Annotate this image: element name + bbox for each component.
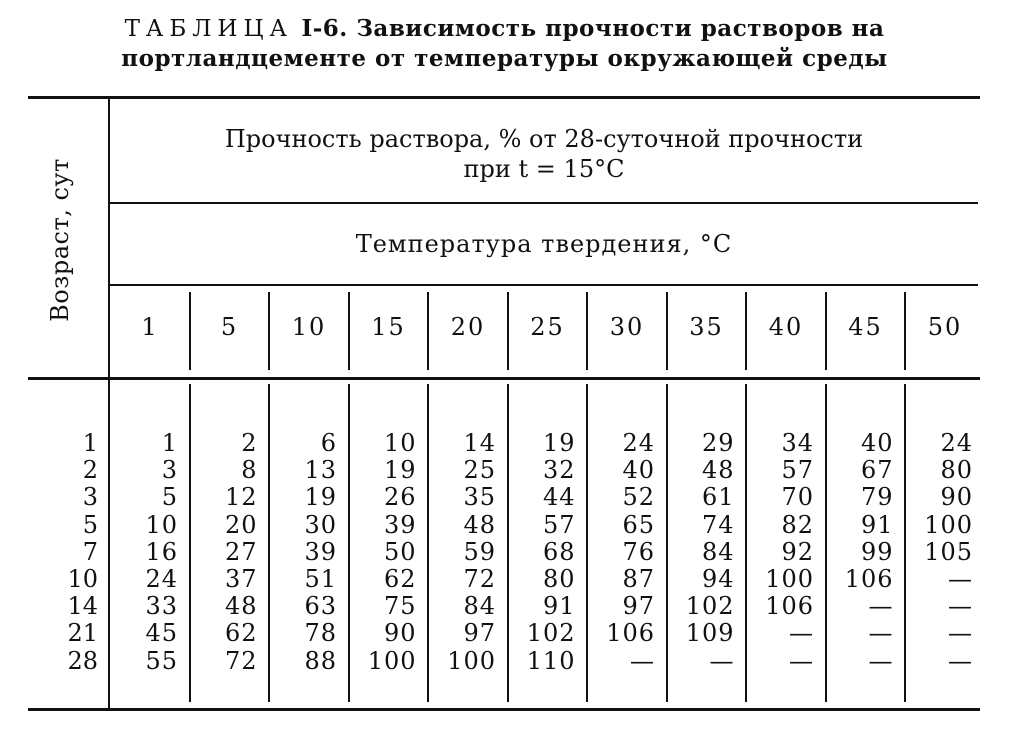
data-column (734, 430, 814, 675)
temperature-cell: 10 (291, 313, 327, 341)
table-cell: 55 (145, 646, 178, 675)
data-column (496, 430, 576, 675)
bottom-rule (28, 708, 980, 711)
temperature-header: Температура твердения, °С (355, 230, 733, 258)
header-column-divider (268, 292, 270, 370)
table-cell: 20 (224, 510, 258, 539)
title-number: I-6. (301, 15, 348, 42)
age-cell: 21 (67, 619, 98, 648)
table-cell: 39 (304, 537, 337, 566)
age-column (58, 430, 98, 675)
table-cell: 25 (463, 456, 496, 485)
table-cell: — (709, 646, 735, 675)
table-cell: — (948, 619, 973, 648)
temperature-cell: 25 (530, 313, 565, 341)
header-column-divider (586, 292, 588, 370)
table-cell: 94 (701, 564, 735, 593)
table-cell: 24 (940, 429, 973, 457)
temperature-cell: 35 (689, 313, 724, 341)
table-cell: 27 (224, 537, 258, 566)
table-cell: 84 (463, 592, 496, 621)
table-cell: 40 (860, 429, 894, 457)
table-cell: 91 (860, 510, 894, 539)
age-cell: 28 (67, 646, 98, 675)
table-cell: 88 (304, 646, 337, 675)
table-cell: 72 (463, 564, 496, 593)
table-cell: 105 (924, 537, 973, 566)
table-cell: 3 (161, 456, 178, 485)
table-cell: 74 (701, 510, 735, 539)
table-cell: 34 (781, 429, 814, 457)
age-cell: 7 (82, 537, 98, 566)
strength-header (110, 124, 978, 184)
table-cell: — (948, 564, 973, 593)
table-cell: — (948, 646, 973, 675)
table-cell: 33 (145, 592, 178, 621)
table-cell: 35 (463, 483, 496, 512)
table-cell: 8 (241, 456, 258, 485)
table-cell: 40 (622, 456, 655, 485)
table-cell: — (868, 619, 894, 648)
table-cell: 106 (765, 592, 814, 621)
table-cell: 97 (463, 619, 496, 648)
data-column (98, 430, 178, 675)
table-cell: 57 (542, 510, 576, 539)
table-cell: 44 (542, 483, 576, 512)
table-cell: 2 (241, 429, 258, 457)
table-cell: 79 (860, 483, 894, 512)
temperature-cell: 5 (220, 313, 239, 341)
table-cell: 72 (224, 646, 258, 675)
table-cell: 102 (685, 592, 735, 621)
table-cell: 29 (701, 429, 735, 457)
table-title (0, 14, 1009, 73)
table-cell: 67 (860, 456, 894, 485)
table-cell: 110 (526, 646, 576, 675)
header-divider-2 (110, 284, 978, 286)
table-cell: 51 (304, 564, 337, 593)
title-line-1 (0, 14, 1009, 44)
age-cell: 14 (67, 592, 98, 621)
title-text-1: Зависимость прочности растворов на (356, 15, 885, 42)
header-column-divider (189, 292, 191, 370)
table-cell: 52 (622, 483, 655, 512)
age-cell: 5 (82, 510, 98, 539)
table-cell: 100 (924, 510, 973, 539)
table-cell: 19 (542, 429, 576, 457)
data-column (178, 430, 258, 675)
temperature-cell: 15 (371, 313, 406, 341)
table-cell: 99 (860, 537, 894, 566)
table-cell: 10 (145, 510, 178, 539)
header-column-divider (825, 292, 827, 370)
temperature-cell: 20 (450, 313, 486, 341)
temperature-cell: 1 (141, 313, 159, 341)
table-cell: 50 (383, 537, 417, 566)
data-column (257, 430, 337, 675)
table-cell: 70 (781, 483, 814, 512)
table-cell: — (789, 619, 814, 648)
data-column (814, 430, 894, 675)
table-cell: 57 (781, 456, 814, 485)
table-cell: 90 (940, 483, 973, 512)
data-column (416, 430, 496, 675)
table-cell: 19 (304, 483, 337, 512)
table-cell: 26 (383, 483, 417, 512)
table-cell: 63 (304, 592, 337, 621)
temperature-cell: 45 (848, 313, 883, 341)
table-cell: 62 (383, 564, 417, 593)
table-cell: 48 (463, 510, 496, 539)
table-cell: 24 (145, 564, 178, 593)
temperature-cell: 30 (609, 313, 645, 341)
header-column-divider (348, 292, 350, 370)
table-cell: 75 (383, 592, 417, 621)
table-cell: 82 (781, 510, 814, 539)
table-cell: 106 (606, 619, 655, 648)
table-cell: 109 (685, 619, 735, 648)
temperature-cell: 50 (927, 313, 963, 341)
table-cell: — (630, 646, 655, 675)
header-column-divider (666, 292, 668, 370)
table-cell: 106 (844, 564, 894, 593)
table-cell: 14 (463, 429, 496, 457)
age-cell: 10 (67, 564, 98, 593)
table-cell: 84 (701, 537, 735, 566)
table-cell: 48 (224, 592, 258, 621)
table-cell: 87 (622, 564, 655, 593)
table-cell: 68 (542, 537, 576, 566)
age-header: Возраст, сут (46, 158, 74, 322)
table-cell: 62 (224, 619, 258, 648)
temperature-cell: 40 (768, 313, 804, 341)
table-cell: 76 (622, 537, 655, 566)
table-cell: 16 (145, 537, 178, 566)
table-cell: 92 (781, 537, 814, 566)
table-cell: 12 (224, 483, 258, 512)
table-cell: 91 (542, 592, 576, 621)
table-cell: 80 (542, 564, 576, 593)
age-cell: 1 (82, 429, 98, 457)
data-column (893, 430, 973, 675)
table-cell: 24 (622, 429, 655, 457)
table-cell: 37 (224, 564, 258, 593)
table-cell: 102 (526, 619, 576, 648)
table-cell: 1 (161, 429, 178, 457)
table-cell: 48 (701, 456, 735, 485)
table-cell: 10 (383, 429, 417, 457)
table-cell: — (868, 592, 894, 621)
table-cell: 61 (701, 483, 735, 512)
strength-header-line-2: при t = 15°С (463, 155, 625, 183)
table-cell: — (948, 592, 973, 621)
age-cell: 2 (82, 456, 98, 485)
header-column-divider (507, 292, 509, 370)
table-cell: 32 (542, 456, 576, 485)
table-cell: 97 (622, 592, 655, 621)
table-cell: 100 (367, 646, 417, 675)
table-cell: 78 (304, 619, 337, 648)
header-bottom-rule (28, 377, 980, 380)
table-cell: 65 (622, 510, 655, 539)
title-label: ТАБЛИЦА (124, 16, 293, 42)
header-column-divider (904, 292, 906, 370)
table-cell: 30 (304, 510, 337, 539)
header-column-divider (745, 292, 747, 370)
table-cell: 100 (447, 646, 496, 675)
table-cell: 59 (463, 537, 496, 566)
data-column (337, 430, 417, 675)
table-cell: 13 (304, 456, 337, 485)
table-cell: 80 (940, 456, 973, 485)
data-column (655, 430, 735, 675)
table-cell: — (789, 646, 814, 675)
table-cell: 90 (383, 619, 417, 648)
data-column (575, 430, 655, 675)
header-divider-1 (110, 202, 978, 204)
title-line-2: портландцементе от температуры окружающей среды (121, 45, 888, 72)
age-cell: 3 (82, 483, 98, 512)
strength-header-line-1: Прочность раствора, % от 28-суточной прочности (224, 125, 864, 153)
table-cell: 6 (320, 429, 337, 457)
table-cell: 39 (383, 510, 417, 539)
header-column-divider (427, 292, 429, 370)
table-cell: 5 (161, 483, 178, 512)
table-cell: — (868, 646, 894, 675)
top-rule (28, 96, 980, 99)
table-cell: 19 (383, 456, 417, 485)
table-cell: 45 (145, 619, 178, 648)
table-cell: 100 (765, 564, 814, 593)
